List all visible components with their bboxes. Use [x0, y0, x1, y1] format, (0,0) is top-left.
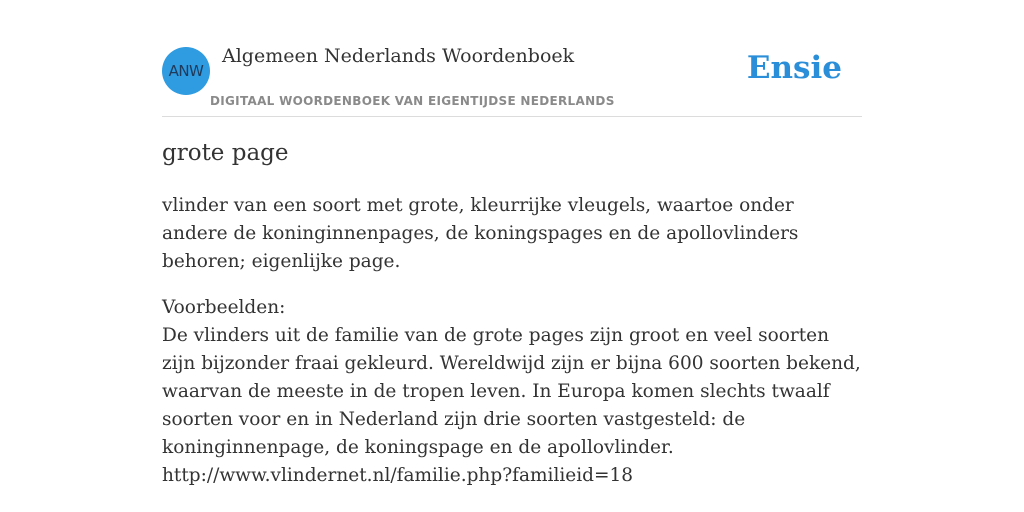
example-text: De vlinders uit de familie van de grote pages zijn groot en veel soorten zijn bijzonder fraai gekleurd. Wereldwijd zijn er bijna 600 soorten bekend, waarvan de meeste in de tropen leven. In Europa komen slechts twaalf soorten voor en in Nederland zijn drie soorten vastgesteld: de koninginnenpage, de koningspage en de apollovlinder. [162, 325, 861, 458]
examples-label: Voorbeelden: [162, 297, 286, 318]
entry-term: grote page [162, 140, 289, 166]
site-subtitle: DIGITAAL WOORDENBOEK VAN EIGENTIJDSE NEDERLANDS [210, 94, 615, 108]
example-source-link[interactable]: http://www.vlindernet.nl/familie.php?familieid=18 [162, 465, 634, 486]
examples-section [162, 294, 862, 490]
entry-definition: vlinder van een soort met grote, kleurrijke vleugels, waartoe onder andere de koninginnenpages, de koningspages en de apollovlinders behoren; eigenlijke page. [162, 195, 799, 272]
site-header [162, 0, 862, 117]
site-title[interactable]: Algemeen Nederlands Woordenboek [222, 45, 575, 67]
anw-logo[interactable]: ANW [162, 47, 210, 95]
ensie-brand[interactable]: Ensie [746, 50, 842, 86]
dictionary-card [162, 0, 862, 486]
